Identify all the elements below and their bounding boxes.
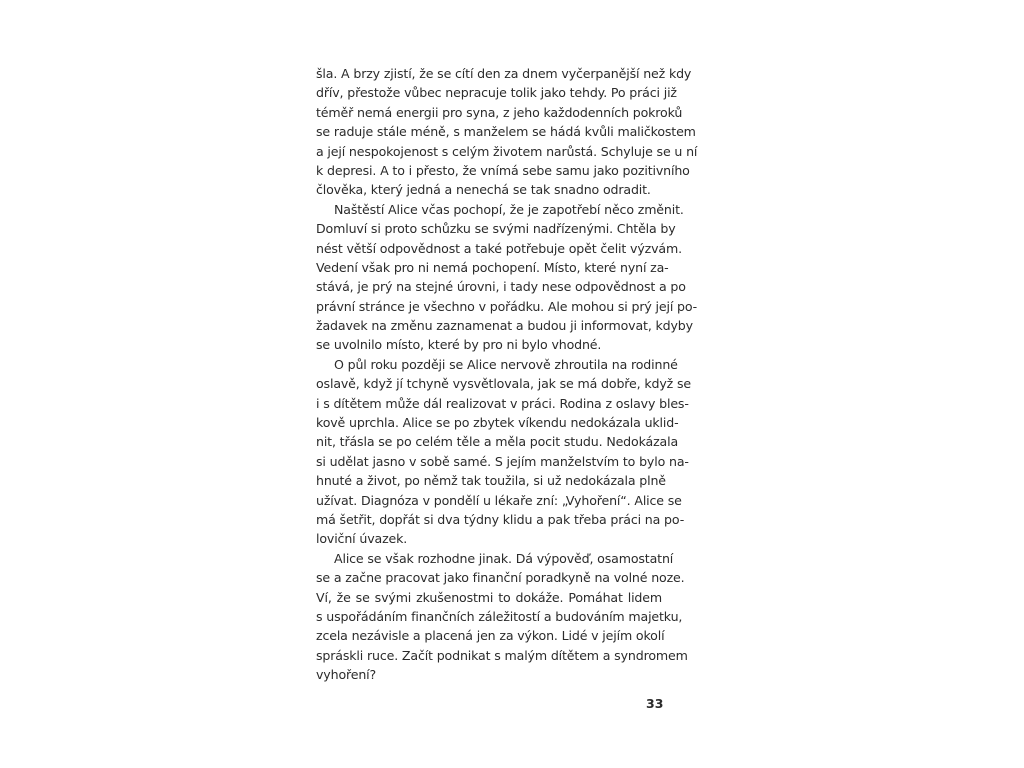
text-line: k depresi. A to i přesto, že vnímá sebe samu jako pozitivního — [316, 162, 690, 178]
text-line: má šetřit, dopřát si dva týdny klidu a pak třeba práci na po- — [316, 511, 685, 527]
text-line: kově uprchla. Alice se po zbytek víkendu nedokázala uklid- — [316, 415, 679, 431]
text-line: žadavek na změnu zaznamenat a budou ji informovat, kdyby — [316, 318, 693, 334]
text-line: nit, třásla se po celém těle a měla pocit studu. Nedokázala — [316, 434, 679, 450]
text-line: vyhoření? — [316, 667, 377, 683]
text-line: Ví, že se svými zkušenostmi to dokáže. Pomáhat lidem — [316, 589, 662, 605]
paragraph — [316, 549, 688, 685]
text-line: s uspořádáním finančních záležitostí a budováním majetku, — [316, 608, 683, 624]
text-line: se a začne pracovat jako finanční poradkyně na volné noze. — [316, 570, 685, 586]
text-line: dřív, přestože vůbec nepracuje tolik jako tehdy. Po práci již — [316, 85, 677, 101]
body-text — [316, 64, 698, 685]
text-line: užívat. Diagnóza v pondělí u lékaře zní: „Vyhoření“. Alice se — [316, 492, 682, 508]
text-line: Domluví si proto schůzku se svými nadřízenými. Chtěla by — [316, 221, 676, 237]
text-line: oslavě, když jí tchyně vysvětlovala, jak se má dobře, když se — [316, 376, 691, 392]
text-line: se raduje stále méně, s manželem se hádá kvůli maličkostem — [316, 124, 696, 140]
text-line: Alice se však rozhodne jinak. Dá výpověď, osamostatní — [334, 550, 674, 566]
paragraph — [316, 355, 691, 549]
paragraph — [316, 64, 698, 200]
text-line: právní stránce je všechno v pořádku. Ale mohou si prý její po- — [316, 298, 698, 314]
text-line: spráskli ruce. Začít podnikat s malým dítětem a syndromem — [316, 647, 688, 663]
text-line: O půl roku později se Alice nervově zhroutila na rodinné — [334, 356, 678, 372]
page-number: 33 — [646, 696, 664, 711]
text-line: a její nespokojenost s celým životem narůstá. Schyluje se u ní — [316, 143, 698, 159]
text-line: člověka, který jedná a nenechá se tak snadno odradit. — [316, 182, 651, 198]
text-line: stává, je prý na stejné úrovni, i tady nese odpovědnost a po — [316, 279, 686, 295]
text-line: si udělat jasno v sobě samé. S jejím manželstvím to bylo na- — [316, 453, 689, 469]
text-line: šla. A brzy zjistí, že se cítí den za dnem vyčerpanější než kdy — [316, 66, 692, 81]
text-line: nést větší odpovědnost a také potřebuje opět čelit výzvám. — [316, 240, 682, 256]
text-line: hnuté a život, po němž tak toužila, si už nedokázala plně — [316, 473, 666, 489]
text-line: téměř nemá energii pro syna, z jeho každodenních pokroků — [316, 104, 683, 120]
text-line: i s dítětem může dál realizovat v práci. Rodina z oslavy bles- — [316, 395, 689, 411]
paragraph — [316, 200, 698, 355]
text-line: se uvolnilo místo, které by pro ni bylo vhodné. — [316, 337, 602, 353]
text-line: zcela nezávisle a placená jen za výkon. Lidé v jejím okolí — [316, 628, 665, 644]
text-line: loviční úvazek. — [316, 531, 408, 547]
text-line: Vedení však pro ni nemá pochopení. Místo, které nyní za- — [316, 259, 669, 275]
text-line: Naštěstí Alice včas pochopí, že je zapotřebí něco změnit. — [334, 201, 684, 217]
